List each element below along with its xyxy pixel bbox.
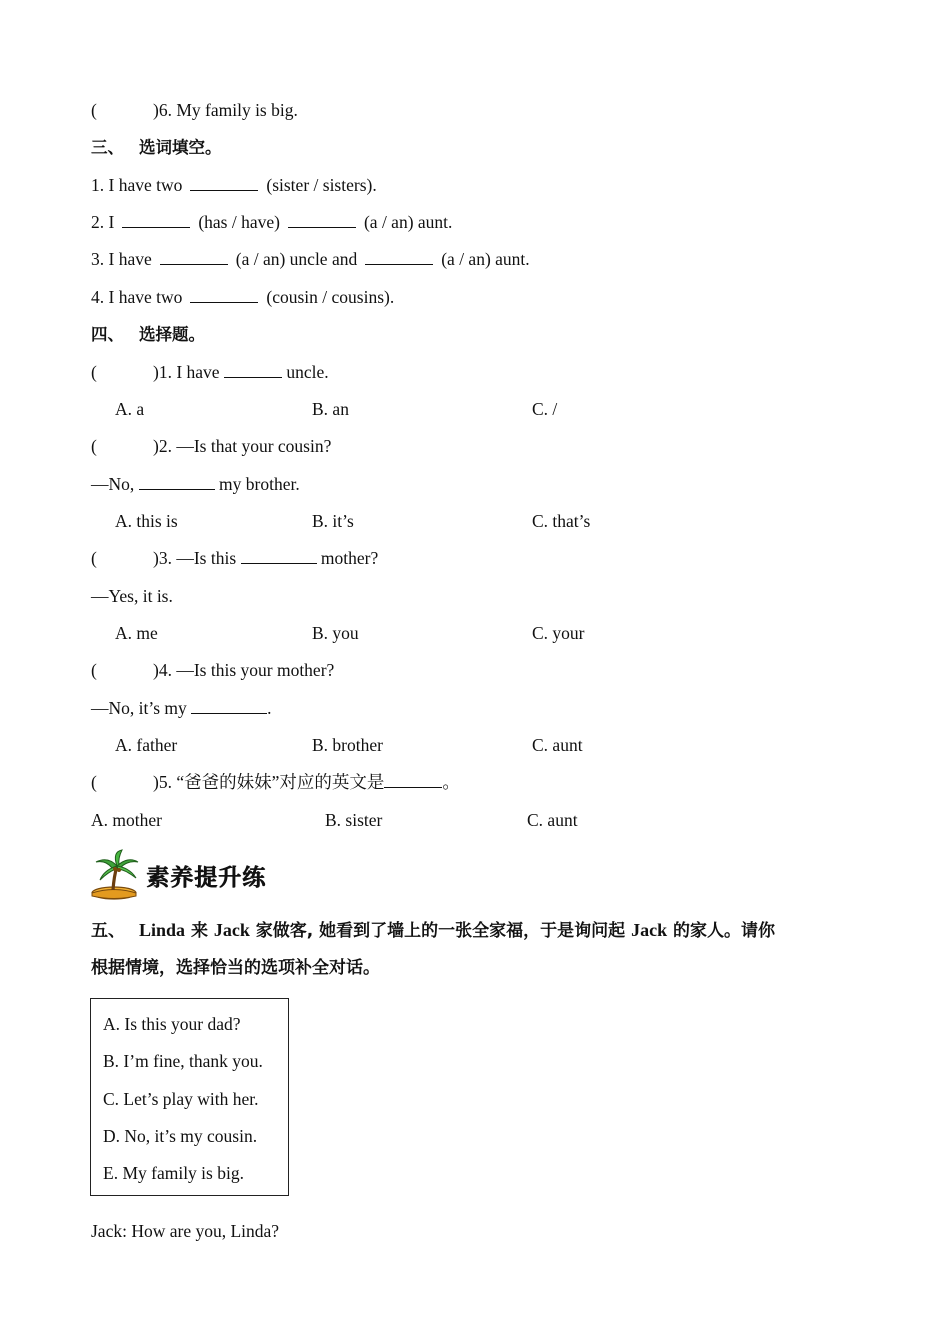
option-c[interactable]: C. aunt (527, 810, 578, 830)
answer-blank[interactable] (190, 173, 258, 191)
part5-instructions: 五、 Linda 来 Jack 家做客, 她看到了墙上的一张全家福，于是询问起 Jack 的家人。请你 根据情境，选择恰当的选项补全对话。 (91, 920, 776, 978)
choice-e[interactable]: E. My family is big. (103, 1163, 244, 1183)
answer-blank[interactable] (365, 247, 433, 265)
choice-b[interactable]: B. I’m fine, thank you. (103, 1051, 263, 1071)
part4-q4-stem: ( )4. —Is this your mother? (91, 660, 335, 680)
part4-q1-stem: ( )1. I have uncle. (91, 362, 329, 382)
part4-q2-reply: —No, my brother. (91, 474, 300, 494)
answer-blank[interactable] (139, 472, 215, 490)
choice-d[interactable]: D. No, it’s my cousin. (103, 1126, 258, 1146)
answer-blank[interactable] (384, 770, 442, 788)
option-b[interactable]: B. sister (325, 810, 383, 830)
answer-blank[interactable] (190, 285, 258, 303)
option-a[interactable]: A. a (115, 399, 145, 419)
option-a[interactable]: A. mother (91, 810, 162, 830)
banner-title: 素养提升练 (146, 864, 266, 891)
option-a[interactable]: A. father (115, 735, 178, 755)
option-c[interactable]: C. aunt (532, 735, 583, 755)
part4-q4-reply: —No, it’s my . (91, 698, 272, 718)
part3-heading: 三、 选词填空。 (91, 138, 222, 157)
option-c[interactable]: C. your (532, 623, 585, 643)
option-b[interactable]: B. it’s (312, 511, 354, 531)
part3-q4: 4. I have two (cousin / cousins). (91, 287, 395, 307)
option-b[interactable]: B. brother (312, 735, 383, 755)
part3-q2: 2. I (has / have) (a / an) aunt. (91, 212, 453, 232)
section-banner (90, 848, 266, 900)
option-c[interactable]: C. that’s (532, 511, 591, 531)
part2-item-6: ( )6. My family is big. (91, 100, 298, 120)
answer-blank[interactable] (191, 696, 267, 714)
part3-q1: 1. I have two (sister / sisters). (91, 175, 377, 195)
choice-c[interactable]: C. Let’s play with her. (103, 1089, 259, 1109)
part4-q3-stem: ( )3. —Is this mother? (91, 548, 379, 568)
option-c[interactable]: C. / (532, 399, 558, 419)
answer-blank[interactable] (288, 210, 356, 228)
answer-blank[interactable] (122, 210, 190, 228)
palm-island-icon (90, 848, 142, 900)
part3-q3: 3. I have (a / an) uncle and (a / an) aunt. (91, 249, 530, 269)
part4-heading: 四、 选择题。 (91, 325, 205, 344)
option-b[interactable]: B. an (312, 399, 349, 419)
answer-blank[interactable] (224, 360, 282, 378)
dialogue-line: Jack: How are you, Linda? (91, 1221, 280, 1241)
option-b[interactable]: B. you (312, 623, 359, 643)
choice-a[interactable]: A. Is this your dad? (103, 1014, 241, 1034)
answer-blank[interactable] (160, 247, 228, 265)
choices-box (90, 998, 289, 1196)
part4-q5-stem: ( )5. “爸爸的妹妹”对应的英文是 。 (91, 772, 460, 792)
part4-q2-stem: ( )2. —Is that your cousin? (91, 436, 332, 456)
option-a[interactable]: A. me (115, 623, 158, 643)
answer-blank[interactable] (241, 546, 317, 564)
part4-q3-reply: —Yes, it is. (91, 586, 173, 606)
option-a[interactable]: A. this is (115, 511, 178, 531)
